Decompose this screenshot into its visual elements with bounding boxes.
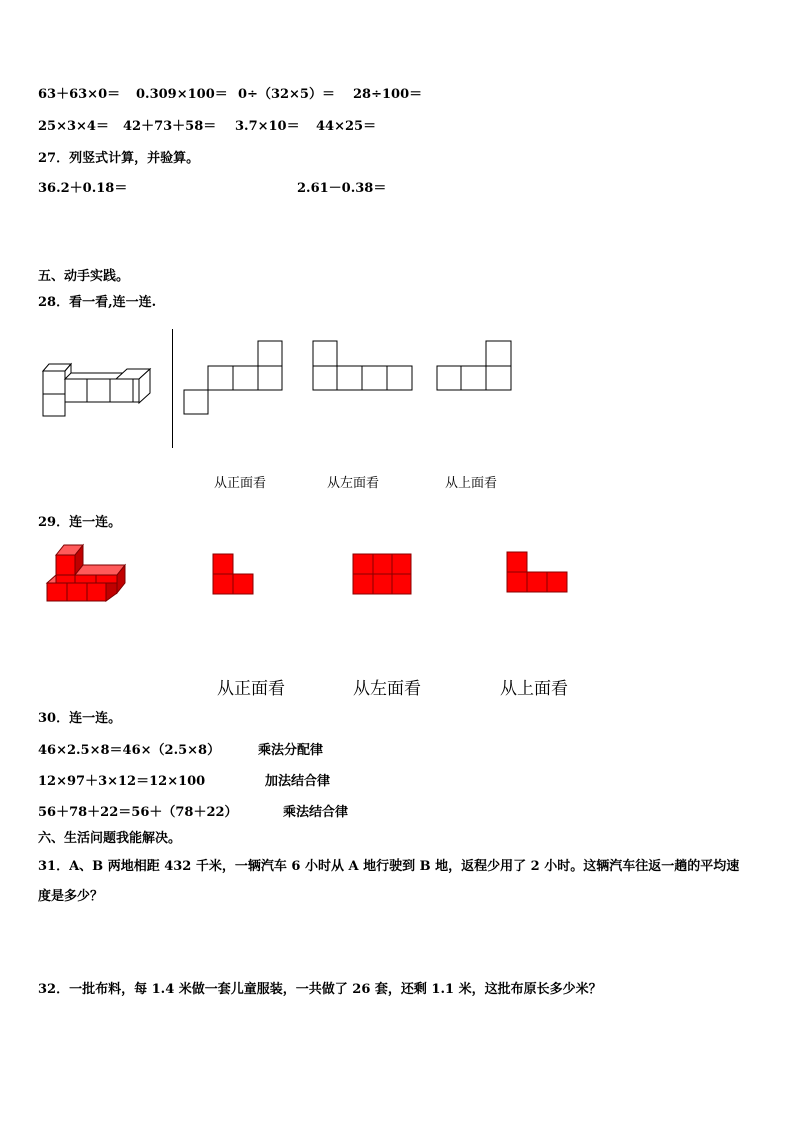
divider: [172, 329, 173, 448]
calc-item: 42＋73＋58＝: [123, 119, 217, 134]
calc-item: 28÷100＝: [353, 87, 423, 102]
calc-item: 0÷（32×5）＝: [238, 87, 335, 102]
view-grid-left: [312, 340, 414, 392]
red-view-shape-1: [212, 553, 256, 597]
section-title: 六、生活问题我能解决。: [38, 831, 182, 846]
view-grid-top: [436, 340, 514, 392]
view-label-front: 从正面看: [214, 476, 267, 491]
red-view-shape-2: [352, 553, 414, 597]
calc-item: 25×3×4＝: [38, 119, 109, 134]
word-problem-line: 32．一批布料，每 1.4 米做一套儿童服装，一共做了 26 套，还剩 1.1 米，这批布原长多少米？: [38, 982, 602, 997]
calc-item: 3.7×10＝: [235, 119, 300, 134]
law-item: 乘法结合律: [283, 805, 349, 820]
view-label-left: 从左面看: [353, 679, 421, 699]
view-label-left: 从左面看: [327, 476, 380, 491]
isometric-cube-figure: [40, 360, 155, 415]
view-label-top: 从上面看: [500, 679, 568, 699]
red-cube-figure: [45, 543, 125, 603]
question-title: 30．连一连。: [38, 711, 122, 726]
law-item: 乘法分配律: [258, 743, 324, 758]
equation-item: 56＋78＋22＝56＋（78＋22）: [38, 805, 238, 820]
question-title: 29．连一连。: [38, 515, 122, 530]
view-label-top: 从上面看: [445, 476, 498, 491]
view-grid-front: [183, 340, 283, 416]
calc-item: 44×25＝: [316, 119, 377, 134]
red-view-shape-3: [506, 551, 570, 595]
question-title: 28．看一看,连一连.: [38, 295, 157, 310]
equation-item: 12×97＋3×12＝12×100: [38, 774, 206, 789]
equation-item: 46×2.5×8＝46×（2.5×8）: [38, 743, 221, 758]
law-item: 加法结合律: [265, 774, 331, 789]
vertical-calc-item: 36.2＋0.18＝: [38, 181, 128, 196]
word-problem-line: 度是多少？: [38, 889, 104, 904]
view-label-front: 从正面看: [217, 679, 285, 699]
section-title: 五、动手实践。: [38, 269, 130, 284]
question-title: 27．列竖式计算，并验算。: [38, 151, 200, 166]
vertical-calc-item: 2.61－0.38＝: [297, 181, 387, 196]
word-problem-line: 31．A、B 两地相距 432 千米，一辆汽车 6 小时从 A 地行驶到 B 地，返程少用了 2 小时。这辆汽车往返一趟的平均速: [38, 859, 740, 874]
calc-item: 63＋63×0＝: [38, 87, 121, 102]
calc-item: 0.309×100＝: [136, 87, 228, 102]
